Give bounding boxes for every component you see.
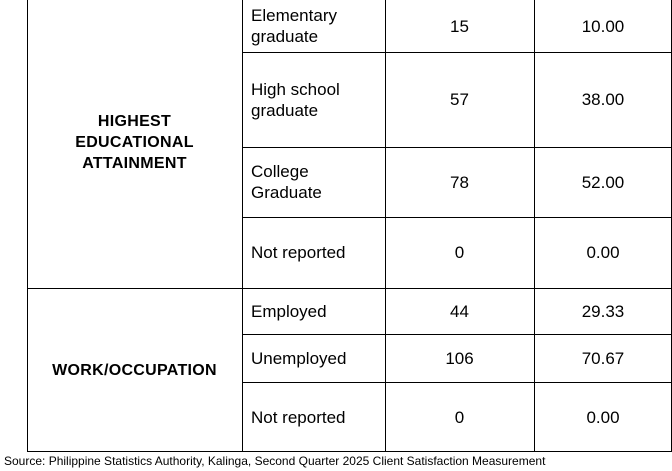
table-row-label: Unemployed	[251, 348, 347, 368]
table-divider	[242, 0, 243, 452]
table-row-count: 0	[454, 243, 465, 262]
category-cell-education	[27, 0, 242, 288]
table-border-bottom	[27, 451, 672, 452]
table-row-count: 15	[450, 16, 469, 36]
table-row-percent: 38.00	[581, 90, 625, 109]
table-row-label: College Graduate	[251, 162, 322, 202]
table-divider	[242, 382, 672, 383]
table-row-percent: 0.00	[586, 243, 620, 262]
table-divider	[534, 0, 535, 452]
table-divider	[242, 217, 672, 218]
table-row-label: Employed	[251, 301, 327, 321]
table-row-percent: 29.33	[581, 301, 625, 321]
table-divider	[385, 0, 386, 452]
table-row-label: Not reported	[251, 407, 346, 427]
table-row-percent: 0.00	[586, 407, 620, 427]
category-cell-occupation	[27, 288, 242, 452]
category-label: WORK/OCCUPATION	[52, 361, 217, 379]
table-row-label: Not reported	[251, 243, 346, 262]
table-row-percent: 10.00	[581, 16, 625, 36]
table-row-percent: 70.67	[581, 348, 625, 368]
table-row-count: 44	[450, 301, 469, 321]
table-row-count: 78	[450, 172, 469, 192]
table-row-label: Elementary graduate	[251, 6, 337, 46]
table-divider	[242, 52, 672, 53]
source-note: Source: Philippine Statistics Authority, Kalinga, Second Quarter 2025 Client Satisfaction Measurement	[4, 454, 546, 468]
table-row-count: 0	[454, 407, 465, 427]
section-divider	[27, 288, 672, 289]
table-divider	[242, 334, 672, 335]
table-row-label: High school graduate	[251, 79, 340, 120]
table-border-left	[27, 0, 28, 452]
table-row-percent: 52.00	[581, 172, 625, 192]
table-row-count: 57	[450, 90, 469, 109]
category-label: HIGHEST EDUCATIONAL ATTAINMENT	[75, 112, 194, 172]
table-row-count: 106	[445, 348, 474, 368]
table-divider	[242, 147, 672, 148]
